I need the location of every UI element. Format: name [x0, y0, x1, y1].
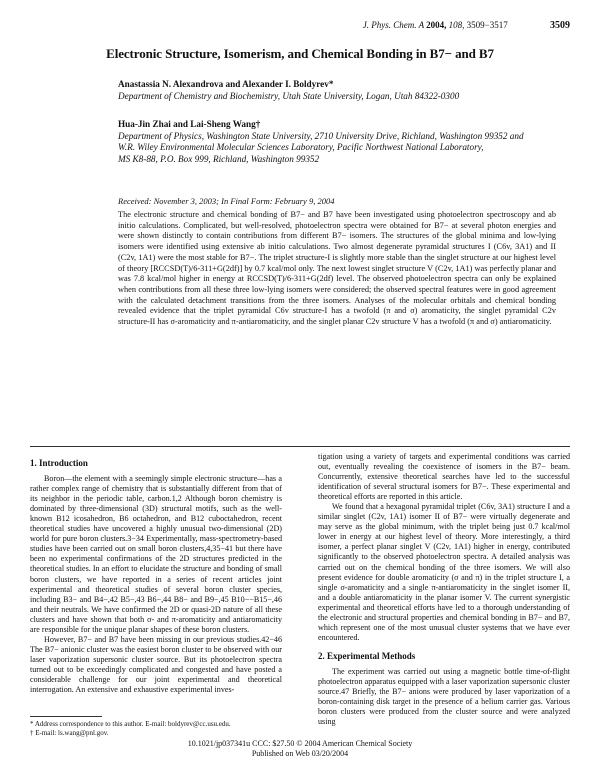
- affiliation-2b: W.R. Wiley Environmental Molecular Sciences Laboratory, Pacific Northwest National Laboratory,: [118, 142, 484, 153]
- author-block-2: [118, 119, 558, 165]
- journal-pages: 3509−3517: [466, 20, 508, 30]
- published-date: Published on Web 03/20/2004: [251, 749, 349, 758]
- author-names-2: Hua-Jin Zhai and Lai-Sheng Wang†: [118, 119, 261, 129]
- affiliation-2a: Department of Physics, Washington State University, 2710 University Drive, Richland, Washington 99352 and: [118, 130, 524, 141]
- author-block-1: [118, 79, 558, 102]
- section-heading-experimental: 2. Experimental Methods: [318, 650, 416, 661]
- journal-year: 2004,: [426, 20, 447, 30]
- intro-paragraph-2: However, B7− and B7 have been missing in our previous studies.42−46 The B7− anionic cluster was the easiest boron cluster to be observed with our laser vaporization supersonic cluster source. But its photoelectron spectra turned out to be exceedingly complicated and congested and have posted a considerable challenge for our joint experimental and theoretical interrogation. An extensive and exhaustive experimental inves-: [30, 634, 282, 695]
- left-column: [30, 452, 282, 695]
- article-title: Electronic Structure, Isomerism, and Chemical Bonding in B7− and B7: [106, 46, 494, 61]
- footnotes: [30, 720, 286, 738]
- intro-paragraph-1: Boron—the element with a seemingly simple electronic structure—has a rather complex range of chemistry that is substantially different from that of its neighbor in the periodic table, carbon.1,2 Although boron chemistry is dominated by three-dimensional (3D) structural motifs, such as the well-known B12 icosahedron, B6 octahedron, and B12 cuboctahedron, recent theoretical studies have uncovered a highly unusual two-dimensional (2D) world for pure boron clusters.3−34 Experimentally, mass-spectrometry-based studies have been carried out on small boron clusters,4,35−41 but there have been no experimental confirmations of the 2D structures predicted in the theoretical studies. In an effort to elucidate the structure and bonding of small boron clusters, we have reported in a series of recent articles joint experimental and theoretical studies of several boron cluster species, including B3− and B4−,42 B5−,43 B6−,44 B8− and B9−,45 B10−−B15−,46 and their neutrals. We have confirmed the 2D or quasi-2D nature of all these clusters and have shown that both σ- and π-aromaticity and antiaromaticity are responsible for the unique planar shapes of these boron clusters.: [30, 474, 282, 634]
- footnote-email: † E-mail: ls.wang@pnl.gov.: [30, 729, 109, 737]
- page-number: 3509: [550, 20, 570, 31]
- journal-volume: 108,: [448, 20, 465, 30]
- affiliation-1: Department of Chemistry and Biochemistry, Utah State University, Logan, Utah 84322-0300: [118, 90, 460, 101]
- intro-paragraph-4: We found that a hexagonal pyramidal triplet (C6v, 3A1) structure I and a similar singlet (C2v, 1A1) isomer II of B7− were virtually degenerate and may serve as the global minimum, with the triplet being just 0.7 kcal/mol lower in energy at our highest level of theory. More interestingly, a third isomer, a perfect planar singlet V (C2v, 1A1) higher in energy, contributed significantly to the observed photoelectron spectra. A detailed analysis was carried out on the chemical bonding of the three isomers. We will also present evidence for double aromaticity (σ and π) in the triplet structure I, a single σ-aromaticity and a single π-antiaromaticity in the singlet isomer II, and a double antiaromaticity in the planar isomer V. The current synergistic experimental and theoretical efforts have led to a thorough understanding of the electronic and structural properties and chemical bonding in B7− and B7, which represent one of the most unusual cluster systems that we have ever encountered.: [318, 502, 570, 642]
- abstract: The electronic structure and chemical bonding of B7− and B7 have been investigated using photoelectron spectroscopy and ab initio calculations. Complicated, but well-resolved, photoelectron spectra were obtained for B7− at several photon energies and were shown distinctly to contain contributions from different B7− isomers. The structures of the global minima and low-lying isomers were identified using extensive ab initio calculations. Two almost degenerate pyramidal structures I (C6v, 3A1) and II (C2v, 1A1) were the most stable for B7−. The triplet structure-I is slightly more stable than the singlet structure at our highest level of theory [RCCSD(T)/6-311+G(2df)] by 0.7 kcal/mol only. The next lowest singlet structure V (C2v, 1A1) was perfectly planar and was 7.8 kcal/mol higher in energy at RCCSD(T)/6-311+G(2df) level. The observed photoelectron spectra can only be explained when contributions from all these three low-lying isomers were considered; the observed spectral features were in good agreement with the calculated detachment transitions from the three isomers. Analyses of the molecular orbitals and chemical bonding revealed evidence that the triplet pyramidal C6v structure-I has a twofold (π and σ) aromaticity, the singlet pyramidal C2v structure-II has σ-aromaticity and π-antiaromaticity, and the singlet planar C2v structure V has a twofold (π and σ) antiaromaticity.: [118, 210, 556, 327]
- footnote-corresponding: * Address correspondence to this author. E-mail: boldyrev@cc.usu.edu.: [30, 720, 231, 728]
- footnote-divider: [30, 716, 102, 717]
- section-heading-introduction: 1. Introduction: [30, 458, 88, 468]
- running-head: [300, 20, 570, 31]
- intro-paragraph-3: tigation using a variety of targets and experimental conditions was carried out, eventually revealing the coexistence of isomers in the B7− beam. Concurrently, extensive theoretical searches have led to the successful identification of several structural isomers for B7−. These experimental and theoretical efforts are reported in this article.: [318, 452, 570, 502]
- doi-copyright-line: 10.1021/jp037341u CCC: $27.50 © 2004 American Chemical Society: [187, 739, 413, 748]
- author-names-1: Anastassia N. Alexandrova and Alexander I. Boldyrev*: [118, 79, 334, 89]
- affiliation-2c: MS K8-88, P.O. Box 999, Richland, Washington 99352: [118, 153, 320, 164]
- experimental-paragraph-1: The experiment was carried out using a magnetic bottle time-of-flight photoelectron apparatus equipped with a laser vaporization supersonic cluster source.47 Briefly, the B7− anions were produced by laser vaporization of a boron-containing disk target in the presence of a helium carrier gas. Various boron clusters were produced from the cluster source and were analyzed using: [318, 666, 570, 727]
- journal-name: J. Phys. Chem. A: [362, 20, 424, 30]
- received-dates: Received: November 3, 2003; In Final Form: February 9, 2004: [118, 196, 335, 206]
- right-column: [318, 452, 570, 727]
- abstract-divider: [30, 446, 570, 447]
